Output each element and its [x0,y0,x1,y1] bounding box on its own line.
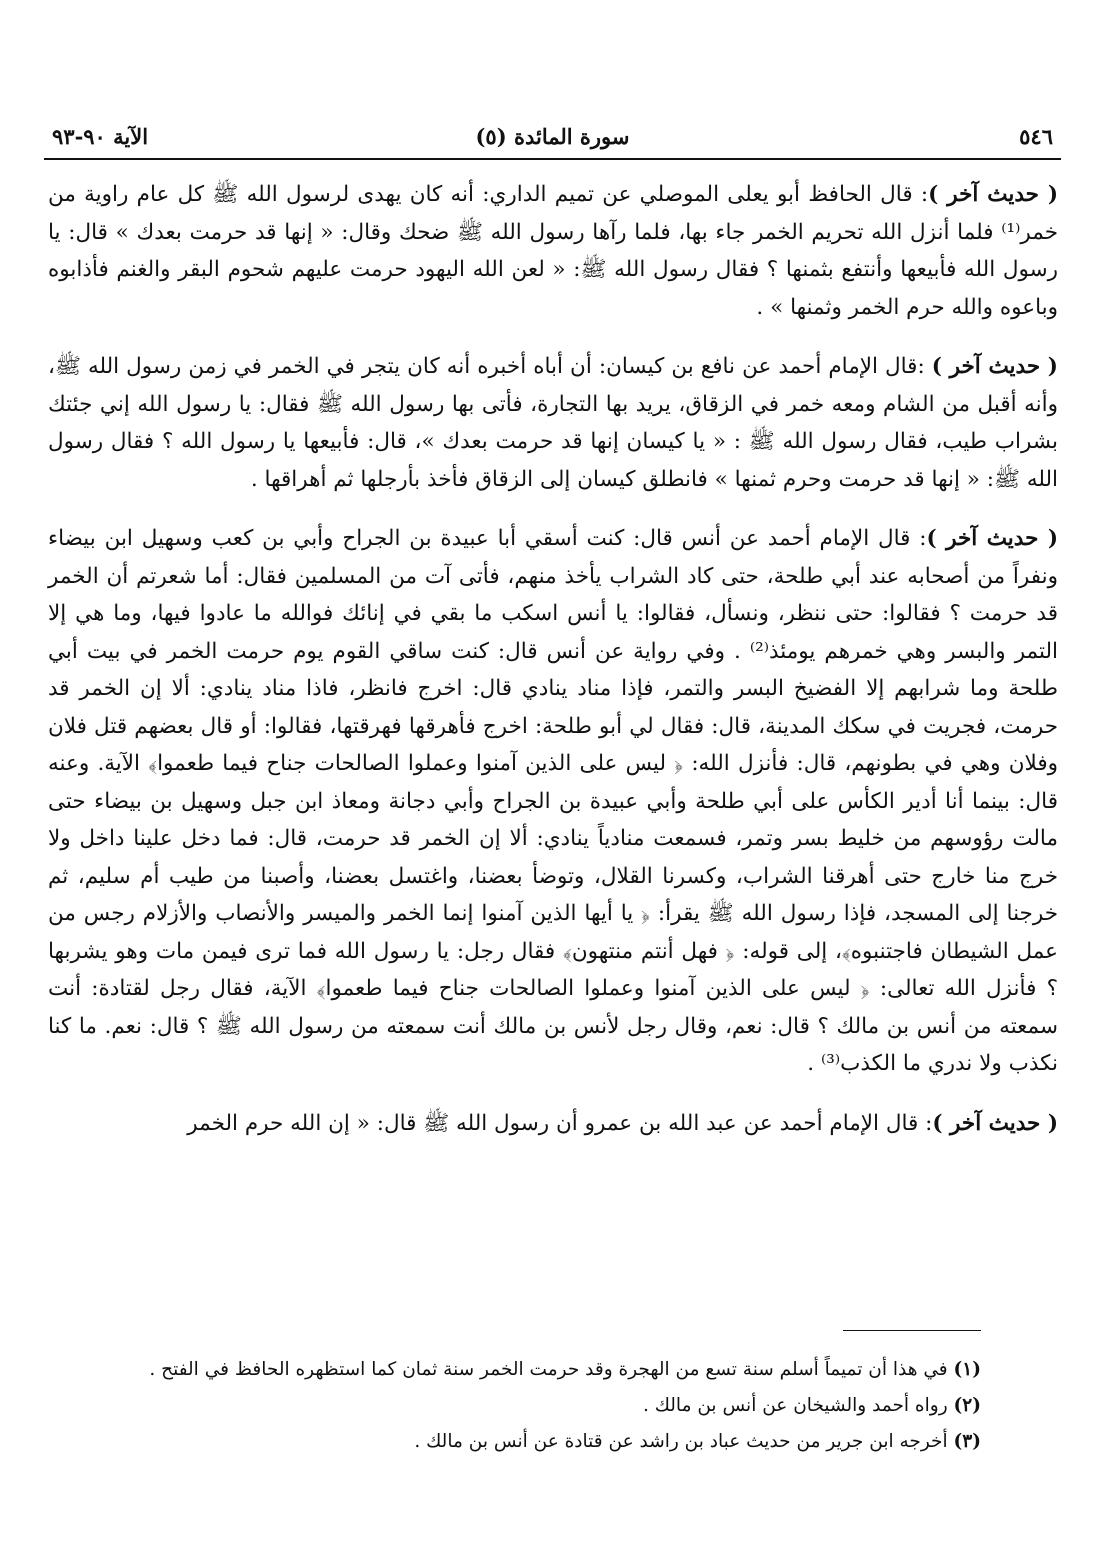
footnote-separator [843,1330,981,1331]
hadith-text: : قال الإمام أحمد عن أنس قال: كنت أسقي أبا عبيدة بن الجراح وأبي بن كعب وسهيل ابن بيضاء ونفراً من أصحابه عند أبي طلحة، حتى كاد الشراب يأخذ منهم، فأتى آت من المسلمين فقال: أما شعرتم أن الخمر قد حرمت ؟ فقالوا: حتى ننظر، ونسأل، فقالوا: يا أنس اسكب ما بقي في إنائك فوالله ما عادوا فيها، وما هي إلا التمر والبسر وهي خمرهم يومئذ⁽²⁾ . وفي رواية عن أنس قال: كنت ساقي القوم يوم حرمت الخمر في بيت أبي طلحة وما شرابهم إلا الفضيخ البسر والتمر، فإذا مناد ينادي قال: اخرج فانظر، فاذا مناد ينادي: ألا إن الخمر قد حرمت، فجريت في سكك المدينة، قال: فقال لي أبو طلحة: اخرج فأهرقها فهرقتها، فقالوا: أو قال بعضهم قتل فلان وفلان وهي في بطونهم، قال: فأنزل الله: ﴿ ليس على الذين آمنوا وعملوا الصالحات جناح فيما طعموا﴾ الآية. وعنه قال: بينما أنا أدير الكأس على أبي طلحة وأبي عبيدة بن الجراح وأبي دجانة ومعاذ ابن جبل وسهيل بن بيضاء حتى مالت رؤوسهم من خليط بسر وتمر، فسمعت منادياً ينادي: ألا إن الخمر قد حرمت، قال: فما دخل علينا داخل ولا خرج منا خارج حتى أهرقنا الشراب، وكسرنا القلال، وتوضأ بعضنا، واغتسل بعضنا، وأصبنا من طيب أم سليم، ثم خرجنا إلى المسجد، فإذا رسول الله ﷺ يقرأ: ﴿ يا أيها الذين آمنوا إنما الخمر والميسر والأنصاب والأزلام رجس من عمل الشيطان فاجتنبوه﴾، إلى قوله: ﴿ فهل أنتم منتهون﴾ فقال رجل: يا رسول الله فما ترى فيمن مات وهو يشربها ؟ فأنزل الله تعالى: ﴿ ليس على الذين آمنوا وعملوا الصالحات جناح فيما طعموا﴾ الآية، فقال رجل لقتادة: أنت سمعته من أنس بن مالك ؟ قال: نعم، وقال رجل لأنس بن مالك أنت سمعته من رسول الله ﷺ ؟ قال: نعم. ما كنا نكذب ولا ندري ما الكذب⁽³⁾ . [48,526,1058,1076]
hadith-label: ( حديث آخر ) [928,182,1058,207]
footnote-text: في هذا أن تميماً أسلم سنة تسع من الهجرة وقد حرمت الخمر سنة ثمان كما استظهره الحافظ في الفتح . [149,1359,948,1380]
surah-title: (٥) سورة المائدة [475,124,630,149]
hadith-label: ( حديث آخر ) [932,1110,1058,1136]
page-header [44,118,1061,160]
page-number: ٥٤٦ [1019,124,1053,149]
hadith-label: ( حديث آخر ) [931,354,1058,379]
footnote [81,1352,981,1388]
main-text [48,176,1058,1164]
hadith-paragraph [48,176,1058,326]
footnote [81,1424,981,1460]
footnote-number: (٢) [953,1395,981,1416]
hadith-label: ( حديث آخر ) [926,526,1058,551]
hadith-text: :قال الإمام أحمد عن نافع بن كيسان: أن أباه أخبره أنه كان يتجر في الخمر في زمن رسول الله ﷺ، وأنه أقبل من الشام ومعه خمر في الزقاق، يريد بها التجارة، فأتى بها رسول الله ﷺ فقال: يا رسول الله إني جئتك بشراب طيب، فقال رسول الله ﷺ : « يا كيسان إنها قد حرمت بعدك »، قال: فأبيعها يا رسول الله ؟ فقال رسول الله ﷺ: « إنها قد حرمت وحرم ثمنها » فانطلق كيسان إلى الزقاق فأخذ بأرجلها ثم أهراقها . [48,354,1058,492]
footnote-number: (٣) [953,1431,981,1452]
footnote-number: (١) [953,1359,981,1380]
footnote-text: رواه أحمد والشيخان عن أنس بن مالك . [642,1395,948,1416]
hadith-paragraph [48,1105,1058,1143]
footnote-text: أخرجه ابن جرير من حديث عباد بن راشد عن قتادة عن أنس بن مالك . [414,1431,948,1452]
footnote [81,1388,981,1424]
hadith-text: : قال الحافظ أبو يعلى الموصلي عن تميم الداري: أنه كان يهدى لرسول الله ﷺ كل عام راوية من خمر⁽¹⁾ فلما أنزل الله تحريم الخمر جاء بها، فلما رآها رسول الله ﷺ ضحك وقال: « إنها قد حرمت بعدك » قال: يا رسول الله فأبيعها وأنتفع بثمنها ؟ فقال رسول الله ﷺ: « لعن الله اليهود حرمت عليهم شحوم البقر والغنم فأذابوه وباعوه والله حرم الخمر وثمنها » . [48,182,1058,320]
footnotes [81,1352,981,1460]
hadith-paragraph [48,520,1058,1083]
verse-range: الآية ٩٠-٩٣ [52,124,149,149]
hadith-text: : قال الإمام أحمد عن عبد الله بن عمرو أن رسول الله ﷺ قال: « إن الله حرم الخمر [187,1110,933,1136]
hadith-paragraph [48,348,1058,498]
